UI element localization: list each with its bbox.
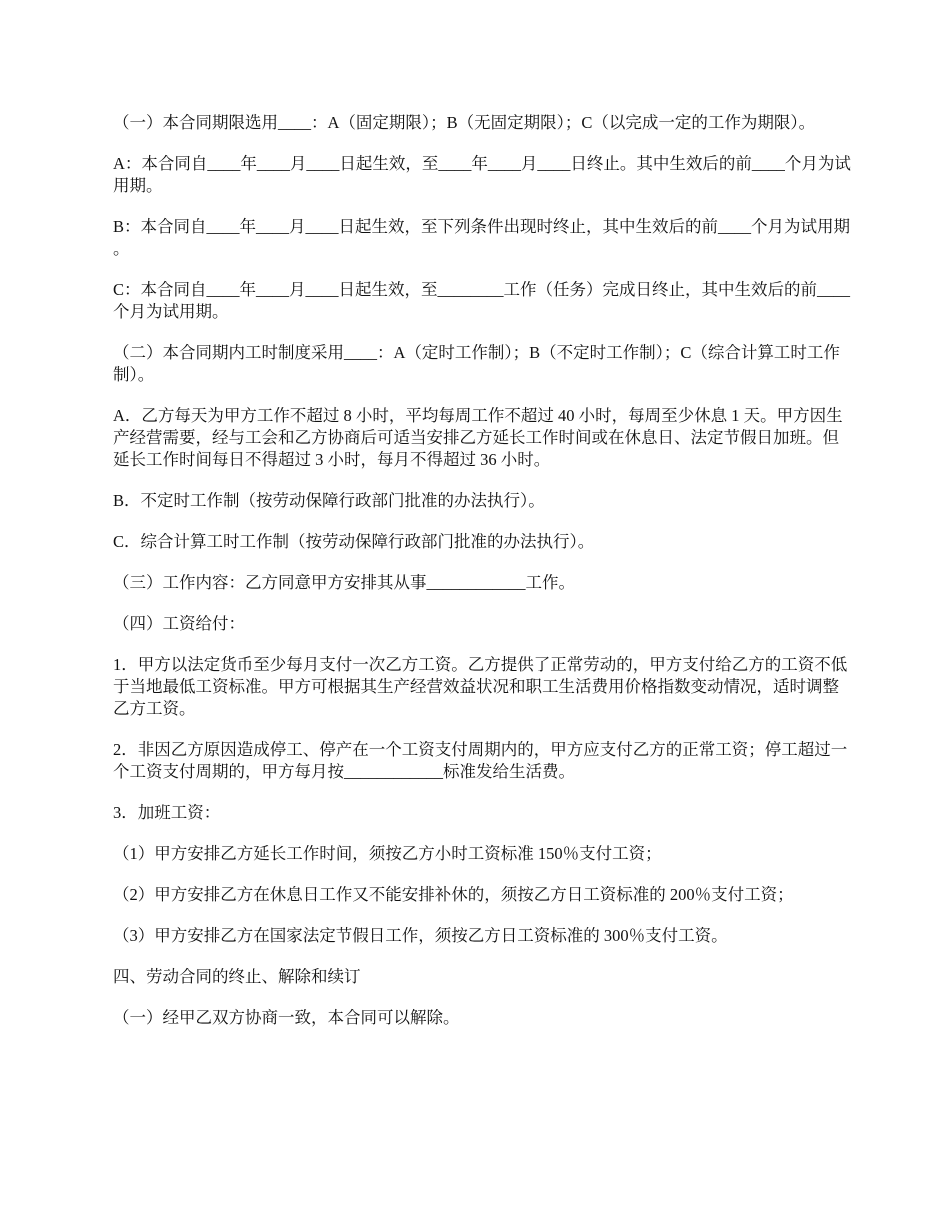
paragraph-overtime-2: （2）甲方安排乙方在休息日工作又不能安排补休的，须按乙方日工资标准的 200％支付工资；	[113, 885, 794, 904]
paragraph-overtime-3: （3）甲方安排乙方在国家法定节假日工作，须按乙方日工资标准的 300％支付工资。	[113, 926, 728, 945]
paragraph-term-a: A：本合同自____年____月____日起生效，至____年____月____日终止。其中生效后的前____个月为试用期。	[113, 154, 851, 195]
paragraph-wage-heading: （四）工资给付：	[113, 614, 245, 633]
paragraph-term-b: B：本合同自____年____月____日起生效，至下列条件出现时终止，其中生效后的前____个月为试用期。	[113, 217, 851, 258]
paragraph-job-content: （三）工作内容：乙方同意甲方安排其从事____________工作。	[113, 573, 575, 592]
paragraph-wage-1: 1．甲方以法定货币至少每月支付一次乙方工资。乙方提供了正常劳动的，甲方支付给乙方的工资不低于当地最低工资标准。甲方可根据其生产经营效益状况和职工生活费用价格指数变动情况，适时调整乙方工资。	[113, 655, 848, 718]
document-body	[113, 112, 853, 1048]
paragraph-term-c: C：本合同自____年____月____日起生效，至________工作（任务）完成日终止，其中生效后的前____个月为试用期。	[113, 280, 851, 321]
paragraph-wage-2: 2．非因乙方原因造成停工、停产在一个工资支付周期内的，甲方应支付乙方的正常工资；停工超过一个工资支付周期的，甲方每月按____________标准发给生活费。	[113, 740, 848, 781]
paragraph-working-hours: （二）本合同期内工时制度采用____：A（定时工作制）；B（不定时工作制）；C（综合计算工时工作制）。	[113, 343, 840, 384]
paragraph-termination-1: （一）经甲乙双方协商一致，本合同可以解除。	[113, 1008, 460, 1027]
paragraph-hours-b: B．不定时工作制（按劳动保障行政部门批准的办法执行）。	[113, 491, 545, 510]
paragraph-overtime-1: （1）甲方安排乙方延长工作时间，须按乙方小时工资标准 150％支付工资；	[113, 844, 662, 863]
paragraph-term-selection: （一）本合同期限选用____：A（固定期限）；B（无固定期限）；C（以完成一定的工作为期限）。	[113, 113, 816, 132]
paragraph-hours-a: A．乙方每天为甲方工作不超过 8 小时，平均每周工作不超过 40 小时，每周至少休息 1 天。甲方因生产经营需要，经与工会和乙方协商后可适当安排乙方延长工作时间或在休息日、法定节假日加班。但延长工作时间每日不得超过 3 小时，每月不得超过 36 小时。	[113, 406, 843, 469]
section-heading-termination: 四、劳动合同的终止、解除和续订	[113, 967, 361, 986]
paragraph-overtime-heading: 3．加班工资：	[113, 803, 221, 822]
paragraph-hours-c: C．综合计算工时工作制（按劳动保障行政部门批准的办法执行）。	[113, 532, 595, 551]
